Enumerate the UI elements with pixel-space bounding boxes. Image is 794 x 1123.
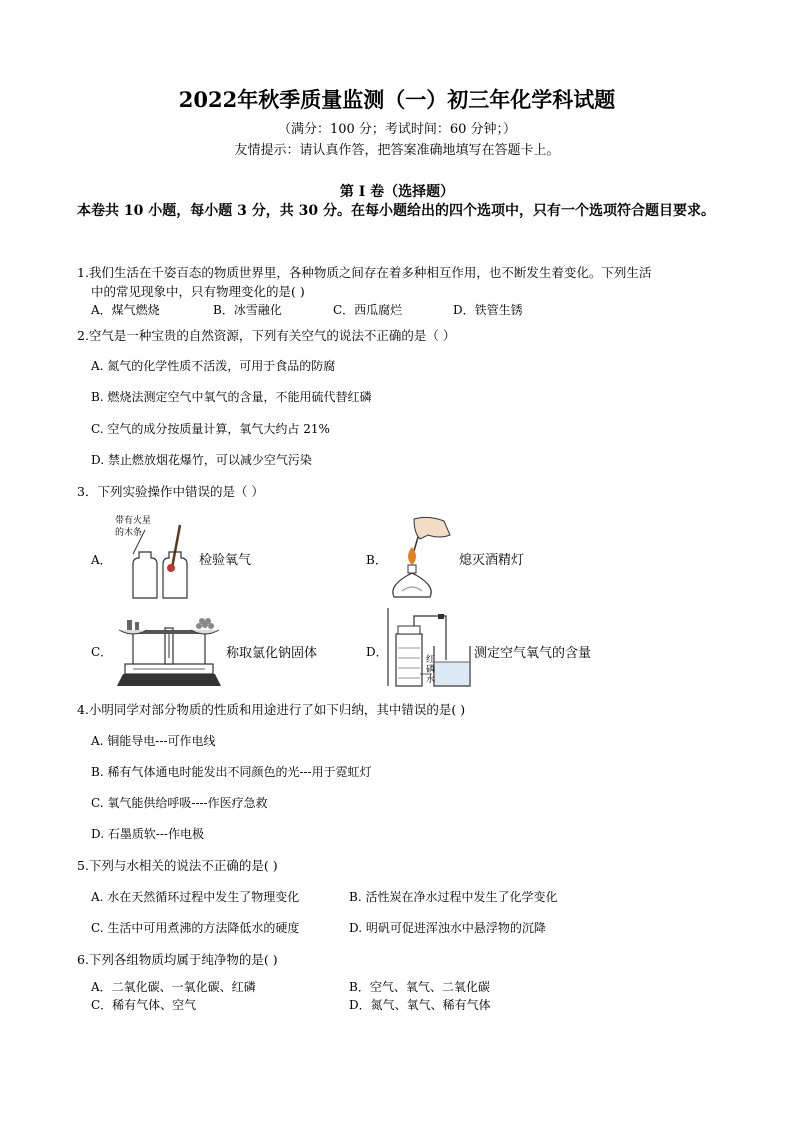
q5-option-a: A. 水在天然循环过程中发生了物理变化 (91, 890, 300, 904)
q3-option-c-letter: C． (91, 645, 113, 659)
wooden-splint-icon (172, 525, 180, 568)
lamp-body-icon (393, 573, 431, 597)
score-info: （满分：100 分；考试时间：60 分钟；） (277, 122, 517, 137)
q5-option-b: B. 活性炭在净水过程中发生了化学变化 (349, 890, 558, 904)
q2-option-b: B. 燃烧法测定空气中氧气的含量，不能用硫代替红磷 (91, 390, 372, 404)
q6-option-b: B．空气、氧气、二氧化碳 (349, 980, 490, 994)
q3-option-b-label: 熄灭酒精灯 (459, 553, 525, 568)
q2-option-a: A. 氮气的化学性质不活泼，可用于食品的防腐 (91, 359, 336, 373)
exam-title: 2022年秋季质量监测（一）初三年化学科试题 (178, 87, 616, 112)
q6-option-d: D．氮气、氧气、稀有气体 (349, 998, 491, 1012)
q4-option-a: A. 铜能导电---可作电线 (91, 734, 216, 748)
q6-option-a: A．二氧化碳、一氧化碳、红磷 (91, 980, 256, 994)
q3-option-d-label: 测定空气氧气的含量 (474, 646, 592, 661)
section-title: 第 I 卷（选择题） (339, 184, 455, 200)
q3-option-c-label: 称取氯化钠固体 (226, 646, 318, 661)
q4-option-b: B. 稀有气体通电时能发出不同颜色的光---用于霓虹灯 (91, 765, 372, 779)
section-instructions: 本卷共 10 小题，每小题 3 分，共 30 分。在每小题给出的四个选项中，只有一个选项符合题目要求。 (77, 203, 715, 219)
q1-option-c: C．西瓜腐烂 (333, 303, 403, 317)
q4-option-d: D. 石墨质软---作电极 (91, 827, 204, 841)
q4-option-c: C. 氧气能供给呼吸----作医疗急救 (91, 796, 268, 810)
q1-stem-line1: 1.我们生活在千姿百态的物质世界里，各种物质之间存在着多种相互作用，也不断发生着变化。下列生活 (77, 265, 652, 280)
q3-fig-b-alcohol-lamp (384, 513, 456, 603)
q4-stem: 4.小明同学对部分物质的性质和用途进行了如下归纳，其中错误的是( ) (77, 702, 466, 717)
spark-icon (167, 564, 175, 572)
q2-option-c: C. 空气的成分按质量计算，氧气大约占 21% (91, 422, 330, 436)
q3-option-a-letter: A． (91, 553, 112, 567)
q5-option-c: C. 生活中可用煮沸的方法降低水的硬度 (91, 921, 300, 935)
q3-fig-a-caption-line1: 带有火星 (115, 516, 152, 526)
q6-stem: 6.下列各组物质均属于纯净物的是( ) (77, 952, 278, 967)
gas-bottle-icon (133, 552, 157, 598)
q3-fig-d-label-red: 红 (426, 655, 436, 665)
q3-option-a-label: 检验氧气 (199, 553, 252, 568)
q3-fig-a-oxygen-test (125, 520, 205, 600)
q1-option-d: D．铁管生锈 (453, 303, 523, 317)
balance-base-icon (117, 674, 221, 686)
gas-bottle-icon (163, 552, 187, 598)
q3-fig-a-caption-line2: 的木条 (115, 528, 143, 538)
q1-option-a: A．煤气燃烧 (91, 303, 160, 317)
hand-icon (414, 517, 450, 539)
q1-stem-line2: 中的常见现象中，只有物理变化的是( ) (91, 284, 305, 299)
q3-stem: 3．下列实验操作中错误的是（ ） (77, 484, 264, 499)
q2-stem: 2.空气是一种宝贵的自然资源，下列有关空气的说法不正确的是（ ） (77, 328, 456, 343)
q3-fig-d-label-phosphorus: 磷 (426, 665, 436, 675)
q5-option-d: D. 明矾可促进浑浊水中悬浮物的沉降 (349, 921, 546, 935)
q1-option-b: B．冰雪融化 (213, 303, 282, 317)
q5-stem: 5.下列与水相关的说法不正确的是( ) (77, 858, 278, 873)
q3-option-b-letter: B． (366, 553, 387, 567)
q6-option-c: C．稀有气体、空气 (91, 998, 197, 1012)
q3-fig-d-label-water: 水 (426, 675, 436, 685)
friendly-tip: 友情提示：请认真作答，把答案准确地填写在答题卡上。 (234, 143, 560, 158)
q2-option-d: D. 禁止燃放烟花爆竹，可以减少空气污染 (91, 453, 312, 467)
q3-option-d-letter: D． (366, 645, 388, 659)
q3-fig-d-labels (426, 655, 435, 685)
q3-fig-c-balance (113, 608, 225, 690)
